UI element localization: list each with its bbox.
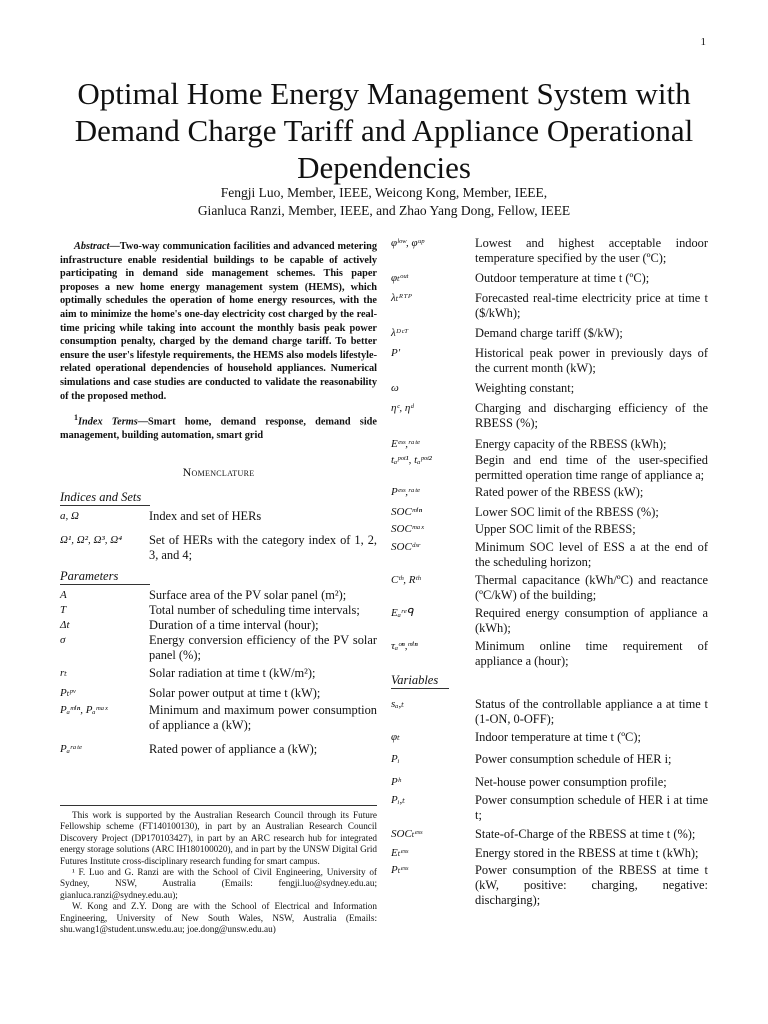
right-parameters-row <box>391 326 708 341</box>
description: Power consumption schedule of HER i at time t; <box>475 793 708 822</box>
description: Outdoor temperature at time t (ºC); <box>475 271 650 285</box>
parameters-list <box>60 588 377 757</box>
description: Solar radiation at time t (kW/m²); <box>149 665 316 680</box>
description: Required energy consumption of appliance a (kWh); <box>475 606 708 635</box>
description: Lowest and highest acceptable indoor temperature specified by the user (ºC); <box>475 236 708 265</box>
right-parameters-row <box>391 639 708 669</box>
description: Thermal capacitance (kWh/ºC) and reactance (ºC/kW) of the building; <box>475 573 708 602</box>
footnotes <box>60 805 377 935</box>
variables-row <box>391 730 708 745</box>
parameters-row <box>60 666 377 681</box>
variables-row <box>391 775 708 790</box>
parameters-row <box>60 686 377 701</box>
parameters-row <box>60 618 377 633</box>
paper-title: Optimal Home Energy Management System with Demand Charge Tariff and Appliance Operational Dependencies <box>74 76 694 185</box>
parameters-row <box>60 603 377 618</box>
description: Set of HERs with the category index of 1, 2, 3, and 4; <box>149 532 377 562</box>
indices-row <box>60 509 377 524</box>
symbol: Eᵉˢˢ,ʳᵃᵗᵉ <box>391 438 420 450</box>
description: Rated power of the RBESS (kW); <box>475 485 644 499</box>
symbol: Δt <box>60 618 70 631</box>
symbol: σ <box>60 633 66 646</box>
description: Duration of a time interval (hour); <box>149 617 319 632</box>
index-terms <box>60 411 377 443</box>
description: Demand charge tariff ($/kW); <box>475 326 623 340</box>
symbol: Pᵢ <box>391 753 400 765</box>
right-parameters-row <box>391 236 708 266</box>
description: Status of the controllable appliance a at time t (1-ON, 0-OFF); <box>475 697 708 726</box>
footnote-affiliation-2: W. Kong and Z.Y. Dong are with the School of Electrical and Information Engineering, University of New South Wales, NSW, Australia (Emails: shu.wang1@student.unsw.edu.au; joe.dong@unsw.edu.au) <box>60 901 377 935</box>
indices-heading: Indices and Sets <box>60 490 150 506</box>
right-parameters-row <box>391 606 708 636</box>
symbol: Pᵢ,ₜ <box>391 794 405 806</box>
symbol: τₐᵒⁿ,ᵐⁱⁿ <box>391 640 418 652</box>
description: Power consumption schedule of HER i; <box>475 752 672 766</box>
description: Net-house power consumption profile; <box>475 775 667 789</box>
description: Indoor temperature at time t (ºC); <box>475 730 641 744</box>
parameters-row <box>60 703 377 733</box>
symbol: tₐᵖᵒᵗ¹, tₐᵖᵒᵗ² <box>391 454 432 466</box>
symbol: ηᶜ, ηᵈ <box>391 402 414 414</box>
description: Historical peak power in previously days of the current month (kW); <box>475 346 708 375</box>
right-parameters-row <box>391 437 708 452</box>
symbol: Pᵉˢˢ,ʳᵃᵗᵉ <box>391 486 420 498</box>
right-parameters-row <box>391 505 708 520</box>
symbol: P′ <box>391 347 401 359</box>
parameters-row <box>60 633 377 663</box>
symbol: Pₜᵉˢˢ <box>391 864 408 876</box>
description: Upper SOC limit of the RBESS; <box>475 522 636 536</box>
symbol: T <box>60 603 67 616</box>
description: Forecasted real-time electricity price at time t ($/kWh); <box>475 291 708 320</box>
symbol: SOCₜᵉˢˢ <box>391 828 423 840</box>
symbol: λₜᴿᵀᴾ <box>391 292 412 304</box>
index-terms-text: —Smart home, demand response, demand side management, building automation, smart grid <box>60 416 377 442</box>
symbol: rₜ <box>60 666 67 679</box>
symbol: Cᵗʰ, Rᵗʰ <box>391 574 421 586</box>
right-parameters-row <box>391 291 708 321</box>
variables-row <box>391 793 708 823</box>
right-parameters-row <box>391 540 708 570</box>
right-parameters-row <box>391 381 708 396</box>
parameters-row <box>60 742 377 757</box>
variables-list <box>391 697 708 908</box>
right-parameters-row <box>391 453 708 483</box>
description: Begin and end time of the user-specified permitted operation time range of appliance a; <box>475 453 708 482</box>
indices-row <box>60 533 377 563</box>
description: Minimum SOC level of ESS a at the end of the scheduling horizon; <box>475 540 708 569</box>
symbol: φˡᵒʷ, φᵘᵖ <box>391 237 424 249</box>
description: Surface area of the PV solar panel (m²); <box>149 587 347 602</box>
symbol: sₐ,ₜ <box>391 698 404 710</box>
right-parameters-row <box>391 401 708 431</box>
symbol: Pʰ <box>391 776 401 788</box>
symbol: φₜ <box>391 731 400 743</box>
symbol: A <box>60 588 67 601</box>
symbol: φₜᵒᵘᵗ <box>391 272 409 284</box>
variables-row <box>391 697 708 727</box>
page-number: 1 <box>700 36 706 48</box>
index-terms-label: Index Terms <box>78 416 138 428</box>
authors-line-1: Fengji Luo, Member, IEEE, Weicong Kong, Member, IEEE, <box>220 185 548 200</box>
right-parameters-list <box>391 236 708 669</box>
parameters-heading: Parameters <box>60 569 150 585</box>
symbol: Pₜᵖᵛ <box>60 686 76 699</box>
abstract-label: Abstract <box>74 241 110 252</box>
symbol: Eₜᵉˢˢ <box>391 847 408 859</box>
symbol: ω <box>391 382 399 394</box>
description: Minimum and maximum power consumption of appliance a (kW); <box>149 702 377 732</box>
symbol: Pₐᵐⁱⁿ, Pₐᵐᵃˣ <box>60 703 108 716</box>
variables-row <box>391 827 708 842</box>
description: Energy conversion efficiency of the PV solar panel (%); <box>149 632 377 662</box>
authors-line-2: Gianluca Ranzi, Member, IEEE, and Zhao Yang Dong, Fellow, IEEE <box>197 203 571 218</box>
right-parameters-row <box>391 522 708 537</box>
description: State-of-Charge of the RBESS at time t (%); <box>475 827 696 841</box>
symbol: Eₐʳᵉᑫ <box>391 607 414 619</box>
symbol: SOCᵈˢʳ <box>391 541 420 553</box>
symbol: λᴰᶜᵀ <box>391 327 409 339</box>
symbol: a, Ω <box>60 509 79 522</box>
right-parameters-row <box>391 573 708 603</box>
description: Charging and discharging efficiency of the RBESS (%); <box>475 401 708 430</box>
symbol: SOCᵐᵃˣ <box>391 523 424 535</box>
indices-list <box>60 509 377 563</box>
description: Minimum online time requirement of appliance a (hour); <box>475 639 708 668</box>
description: Energy capacity of the RBESS (kWh); <box>475 437 667 451</box>
abstract-text: —Two-way communication facilities and advanced metering infrastructure enable residential buildings to be capable of actively participating in demand side management schemes. This paper proposes a new home energy management system (HEMS), which optimally schedules the operation of home energy resources, with the aim to minimize the home's one-day electricity cost charged by the real-time pricing while taking into account the monthly basis peak power consumption penalty, charged by the demand charge tariff. To better ensure the user's lifestyle requirements, the HEMS also models lifestyle-related operational dependencies of household appliances. Numerical simulations and case studies are conducted to validate the reasonability of the proposed method. <box>60 241 377 402</box>
footnote-funding: This work is supported by the Australian Research Council through its Future Fellowship scheme (FT140100130), in part by an Australian Research Council Discovery Project (DP170103427), in part by an ARC research hub for integrated energy storage solutions (ARC IH180100020), and in part by the UNSW Digital Grid Futures Institute cross-disciplinary research funding for smart campus. <box>60 810 377 866</box>
description: Solar power output at time t (kW); <box>149 685 321 700</box>
right-parameters-row <box>391 271 708 286</box>
variables-row <box>391 863 708 908</box>
author-list <box>60 184 708 220</box>
abstract <box>60 240 377 403</box>
symbol: SOCᵐⁱⁿ <box>391 506 423 518</box>
variables-row <box>391 846 708 861</box>
description: Index and set of HERs <box>149 508 262 523</box>
description: Total number of scheduling time intervals; <box>149 602 360 617</box>
description: Lower SOC limit of the RBESS (%); <box>475 505 659 519</box>
symbol: Ω¹, Ω², Ω³, Ω⁴ <box>60 533 123 546</box>
left-column <box>60 240 377 757</box>
right-parameters-row <box>391 346 708 376</box>
description: Energy stored in the RBESS at time t (kWh); <box>475 846 699 860</box>
variables-heading: Variables <box>391 673 449 689</box>
description: Power consumption of the RBESS at time t (kW, positive: charging, negative: discharging); <box>475 863 708 907</box>
right-column <box>391 236 708 908</box>
description: Weighting constant; <box>475 381 575 395</box>
nomenclature-heading: Nomenclature <box>182 464 255 479</box>
variables-row <box>391 752 708 767</box>
index-terms-marker: 1 <box>74 413 78 423</box>
footnote-affiliation-1: ¹ F. Luo and G. Ranzi are with the School of Civil Engineering, University of Sydney, NSW, Australia (Emails: fengji.luo@sydney.edu.au; gianluca.ranzi@sydney.edu.au); <box>60 867 377 900</box>
symbol: Pₐʳᵃᵗᵉ <box>60 742 82 755</box>
parameters-row <box>60 588 377 603</box>
right-parameters-row <box>391 485 708 500</box>
description: Rated power of appliance a (kW); <box>149 741 318 756</box>
